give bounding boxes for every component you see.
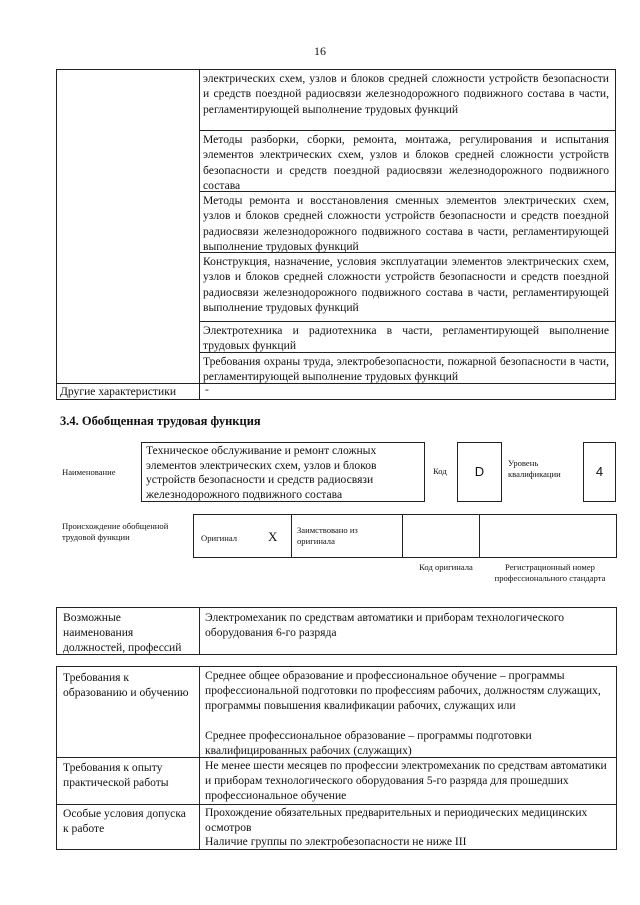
function-name: Техническое обслуживание и ремонт сложных элементов электрических схем, узлов и блоков устройств безопасности и средств радиосвязи железнодорожного подвижного состава bbox=[146, 444, 377, 501]
name-label: Наименование bbox=[62, 467, 116, 477]
level-label: Уровень квалификации bbox=[508, 458, 561, 479]
special-conditions-value-2: Наличие группы по электробезопасности не ниже III bbox=[205, 835, 467, 848]
knowledge-row-5: Электротехника и радиотехника в части, регламентирующей выполнение трудовых функций bbox=[203, 324, 609, 353]
row-divider bbox=[199, 321, 615, 322]
other-characteristics-label: Другие характеристики bbox=[60, 385, 177, 398]
origin-divider bbox=[479, 515, 480, 557]
level-box bbox=[583, 442, 616, 502]
row-divider bbox=[199, 352, 615, 353]
column-divider bbox=[199, 608, 200, 654]
column-divider bbox=[199, 70, 200, 399]
experience-value: Не менее шести месяцев по профессии электромеханик по средствам автоматики и приборам технологического оборудования 5-го разряда для прошедших профессиональное обучение bbox=[205, 759, 607, 802]
origin-divider bbox=[402, 515, 403, 557]
section-title: 3.4. Обобщенная трудовая функция bbox=[60, 414, 261, 428]
code-value: D bbox=[474, 464, 485, 479]
knowledge-row-6: Требования охраны труда, электробезопасности, пожарной безопасности в части, регламентирующей выполнение трудовых функций bbox=[203, 355, 609, 384]
row-divider bbox=[199, 252, 615, 253]
knowledge-row-3: Методы ремонта и восстановления сменных элементов электрических схем, узлов и блоков средней сложности устройств безопасности и средств поездной радиосвязи железнодорожного подвижного состава в части, регламентирующей выполнение трудовых функций bbox=[203, 194, 609, 253]
possible-names-table bbox=[56, 607, 617, 655]
knowledge-row-4: Конструкция, назначение, условия эксплуатации элементов электрических схем, узлов и блоков средней сложности устройств безопасности и средств поездной радиосвязи железнодорожного подвижного состава в части, регламентирующей выполнение трудовых функций bbox=[203, 255, 609, 314]
original-label: Оригинал bbox=[201, 533, 238, 543]
education-label: Требования к образованию и обучению bbox=[63, 671, 189, 699]
borrowed-label: Заимствовано из оригинала bbox=[297, 525, 358, 546]
education-value-2: Среднее профессиональное образование – программы подготовки квалифицированных рабочих (служащих) bbox=[205, 729, 532, 757]
possible-names-value: Электромеханик по средствам автоматики и приборам технологического оборудования 6-го разряда bbox=[205, 611, 565, 639]
other-characteristics-value: - bbox=[205, 383, 209, 396]
possible-names-label: Возможные наименования должностей, профессий bbox=[63, 611, 182, 654]
special-conditions-value-1: Прохождение обязательных предварительных и периодических медицинских осмотров bbox=[205, 806, 588, 834]
requirements-table bbox=[56, 666, 617, 850]
origin-box bbox=[193, 514, 617, 558]
origin-divider bbox=[291, 515, 292, 557]
row-divider bbox=[199, 191, 615, 192]
row-divider bbox=[199, 130, 615, 131]
name-box bbox=[141, 442, 425, 502]
original-mark: X bbox=[268, 529, 278, 544]
row-divider bbox=[57, 383, 615, 384]
knowledge-row-2: Методы разборки, сборки, ремонта, монтажа, регулирования и испытания элементов электрических схем, узлов и блоков средней сложности устройств безопасности и средств поездной радиосвязи железнодорожного подвижного состава bbox=[203, 133, 609, 192]
code-box bbox=[457, 442, 502, 502]
special-conditions-label: Особые условия допуска к работе bbox=[63, 807, 186, 835]
knowledge-row-1: электрических схем, узлов и блоков средней сложности устройств безопасности и средств поездной радиосвязи железнодорожного подвижного состава в части, регламентирующей выполнение трудовых функций bbox=[203, 72, 609, 116]
level-value: 4 bbox=[595, 464, 604, 479]
column-divider bbox=[199, 667, 200, 849]
experience-label: Требования к опыту практической работы bbox=[63, 761, 169, 789]
education-value-1: Среднее общее образование и профессиональное обучение – программы профессиональной подготовки по профессиям рабочих, должностям служащих, программы повышения квалификации рабочих, служащих или bbox=[205, 669, 601, 712]
continuation-table bbox=[56, 69, 616, 400]
code-label: Код bbox=[433, 466, 447, 476]
reg-number-caption: Регистрационный номер профессионального стандарта bbox=[494, 562, 606, 583]
origin-label: Происхождение обобщенной трудовой функции bbox=[62, 521, 169, 542]
page-number: 16 bbox=[314, 44, 326, 58]
code-caption: Код оригинала bbox=[419, 562, 473, 572]
